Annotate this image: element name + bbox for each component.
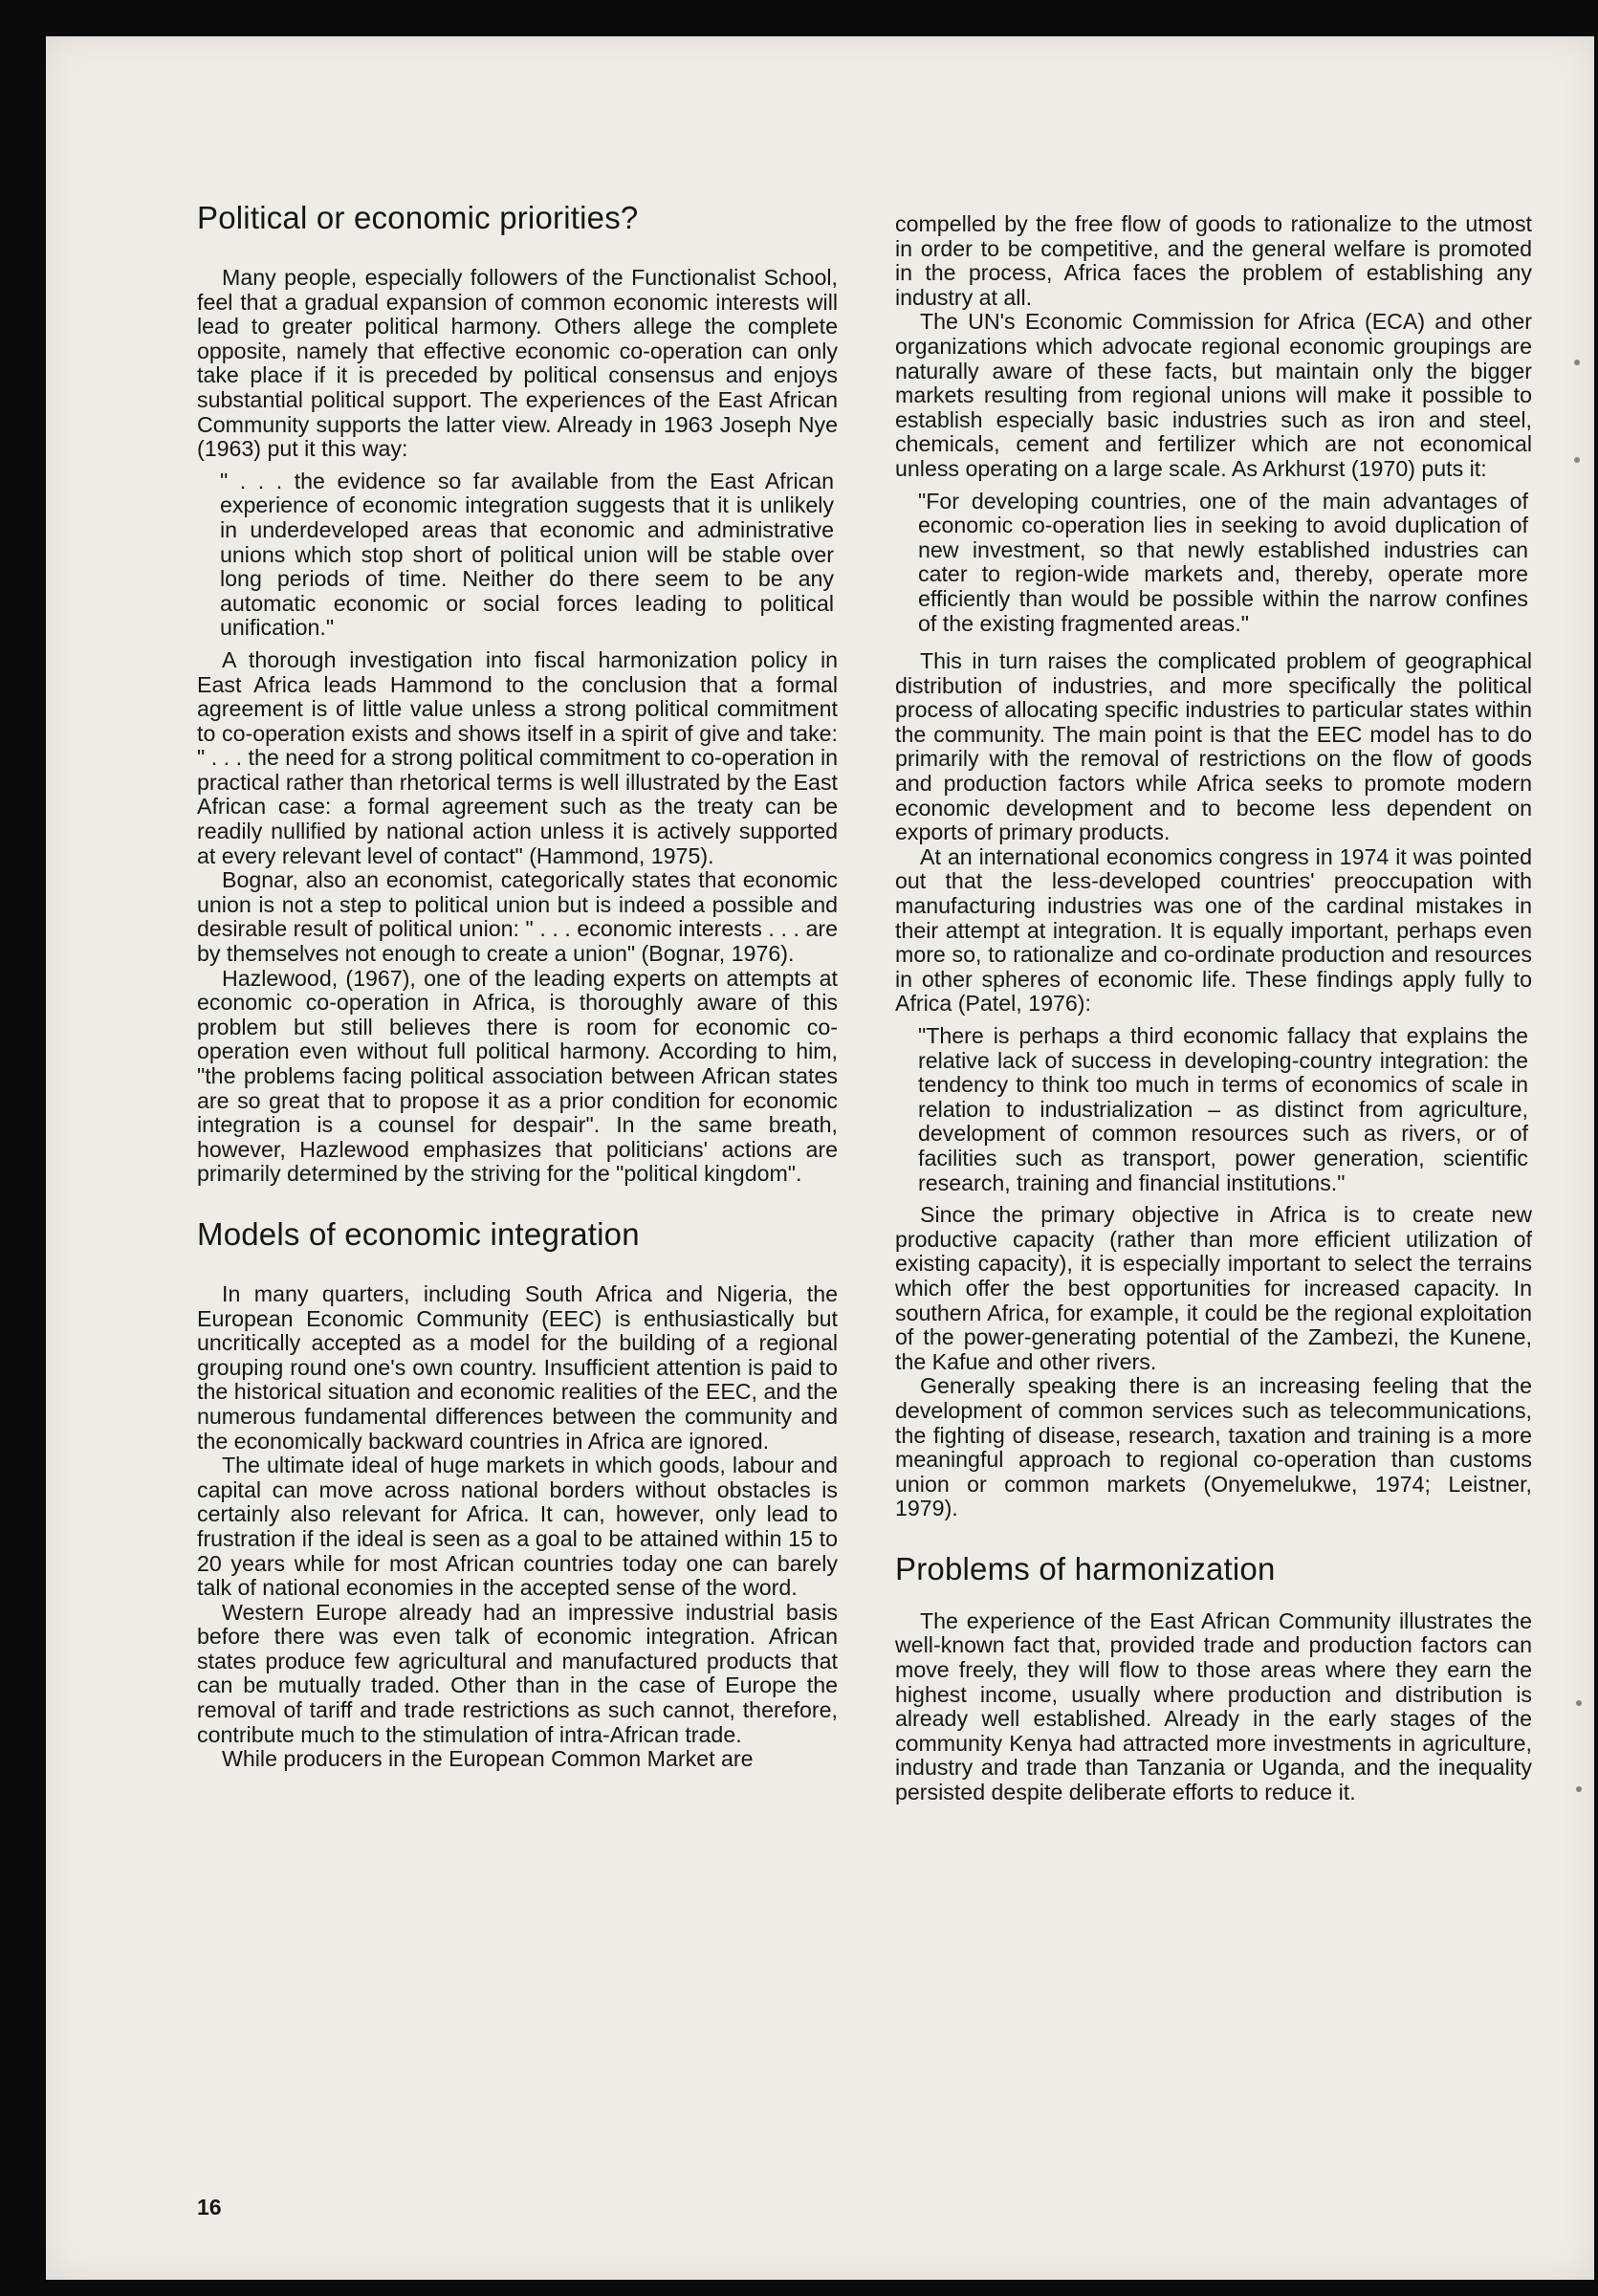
page-number: 16: [197, 2195, 222, 2219]
paragraph: Many people, especially followers of the Functionalist School, feel that a gradual expansion of common economic interests will lead to greater political harmony. Others allege the complete opposite, namely that effective economic co-operation can only take place if it is preceded by political consensus and enjoys substantial political support. The experiences of the East African Community supports the latter view. Already in 1963 Joseph Nye (1963) put it this way:: [197, 265, 838, 462]
paragraph: Western Europe already had an impressive industrial basis before there was even talk of economic integration. African states produce few agricultural and manufactured products that can be mutually traded. Other than in the case of Europe the removal of tariff and trade restrictions as such cannot, therefore, contribute much to the stimulation of intra-African trade.: [197, 1599, 838, 1747]
paragraph: At an international economics congress in 1974 it was pointed out that the less-developed countries' preoccupation with manufacturing industries was one of the cardinal mistakes in their attempt at integration. It is equally important, perhaps even more so, to rationalize and co-ordinate production and resources in other spheres of economic life. These findings apply fully to Africa (Patel, 1976):: [895, 843, 1532, 1017]
paragraph: A thorough investigation into fiscal harmonization policy in East Africa leads Hammond to the conclusion that a formal agreement is of little value unless a strong political commitment to co-operation exists and shows itself in a spirit of give and take: " . . . the need for a strong political commitment to co-operation in practical rather than rhetorical terms is well illustrated by the East African case: a formal agreement such as the treaty can be readily nullified by national action unless it is actively supported at every relevant level of contact" (Hammond, 1975).: [197, 646, 838, 868]
paragraph: Generally speaking there is an increasing feeling that the development of common services such as telecommunications, the fighting of disease, research, taxation and training is a more meaningful approach to regional co-operation than customs union or common markets (Onyemelukwe, 1974; Leistner, 1979).: [895, 1373, 1532, 1521]
edge-speck: [1574, 457, 1580, 463]
paragraph: Since the primary objective in Africa is to create new productive capacity (rather than more efficient utilization of existing capacity), it is especially important to select the terrains which offer the best opportunities for increased capacity. In southern Africa, for example, it could be the regional exploitation of the power-generating potential of the Zambezi, the Kunene, the Kafue and other rivers.: [895, 1202, 1532, 1374]
paragraph: While producers in the European Common Market are: [222, 1746, 754, 1772]
paragraph: This in turn raises the complicated problem of geographical distribution of industries, and more specifically the political process of allocating specific industries to particular states within the community. The main point is that the EEC model has to do primarily with the removal of restrictions on the flow of goods and production factors while Africa seeks to promote modern economic development and to become less dependent on exports of primary products.: [895, 648, 1532, 845]
paragraph: compelled by the free flow of goods to rationalize to the utmost in order to be competitive, and the general welfare is promoted in the process, Africa faces the problem of establishing any industry at all.: [895, 211, 1532, 310]
heading-political-priorities: Political or economic priorities?: [197, 200, 639, 235]
right-column: [895, 212, 1532, 1805]
block-quote: "There is perhaps a third economic fallacy that explains the relative lack of success in developing-country integration: the tendency to think too much in terms of economics of scale in relation to industrialization – as distinct from agriculture, development of common resources such as rivers, or of facilities such as transport, power generation, scientific research, training and financial institutions.": [918, 1023, 1528, 1195]
left-column: [197, 199, 838, 1772]
heading-models-integration: Models of economic integration: [197, 1215, 640, 1252]
paragraph: The ultimate ideal of huge markets in which goods, labour and capital can move across national borders without obstacles is certainly also relevant for Africa. It can, however, only lead to frustration if the ideal is seen as a goal to be attained within 15 to 20 years while for most African countries today one can barely talk of national economies in the accepted sense of the word.: [197, 1453, 838, 1601]
edge-speck: [1574, 360, 1580, 365]
paragraph: Bognar, also an economist, categorically states that economic union is not a step to political union but is indeed a possible and desirable result of political union: " . . . economic interests . . . are by themselves not enough to create a union" (Bognar, 1976).: [197, 867, 838, 967]
edge-speck: [1576, 1700, 1582, 1706]
paragraph: The UN's Economic Commission for Africa (ECA) and other organizations which advocate regional economic groupings are naturally aware of these facts, but maintain only the bigger markets resulting from regional unions will make it possible to establish especially basic industries such as iron and steel, chemicals, cement and fertilizer which are not economical unless operating on a large scale. As Arkhurst (1970) puts it:: [895, 309, 1532, 481]
edge-speck: [1576, 1786, 1582, 1792]
paragraph: Hazlewood, (1967), one of the leading experts on attempts at economic co-operation in Africa, is thoroughly aware of this problem but still believes there is room for economic co-operation even without full political harmony. According to him, "the problems facing political association between African states are so great that to propose it as a prior condition for economic integration is a counsel for despair". In the same breath, however, Hazlewood emphasizes that politicians' actions are primarily determined by the striving for the "political kingdom".: [197, 965, 838, 1187]
paper-sheet: [46, 36, 1594, 2280]
block-quote: " . . . the evidence so far available from the East African experience of economic integration suggests that it is unlikely in underdeveloped areas that economic and administrative unions which stop short of political union will be stable over long periods of time. Neither do there seem to be any automatic economic or social forces leading to political unification.": [220, 468, 834, 641]
paragraph: In many quarters, including South Africa and Nigeria, the European Economic Community (EEC) is enthusiastically but uncritically accepted as a model for the building of a regional grouping round one's own country. Insufficient attention is paid to the historical situation and economic realities of the EEC, and the numerous fundamental differences between the community and the economically backward countries in Africa are ignored.: [197, 1280, 838, 1454]
paragraph: The experience of the East African Community illustrates the well-known fact that, provided trade and production factors can move freely, they will flow to those areas where they earn the highest income, usually where production and distribution is already well established. Already in the early stages of the community Kenya had attracted more investments in agriculture, industry and trade than Tanzania or Uganda, and the inequality persisted despite deliberate efforts to reduce it.: [895, 1607, 1532, 1805]
heading-problems-harmonization: Problems of harmonization: [895, 1550, 1276, 1586]
block-quote: "For developing countries, one of the main advantages of economic co-operation lies in seeking to avoid duplication of new investment, so that newly established industries can cater to region-wide markets and, thereby, operate more efficiently than would be possible within the narrow confines of the existing fragmented areas.": [918, 488, 1528, 636]
